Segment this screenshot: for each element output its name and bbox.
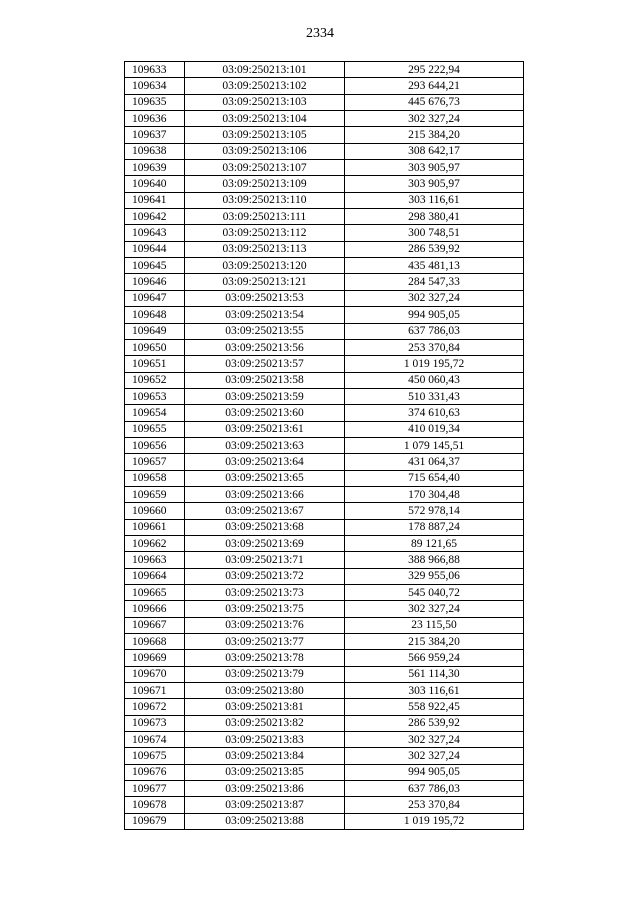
cadastral-number-cell: 03:09:250213:86 — [185, 781, 345, 797]
cadastral-value-cell: 994 905,05 — [345, 307, 524, 323]
row-number-cell: 109662 — [125, 535, 185, 551]
table-row — [125, 666, 524, 682]
table-row — [125, 617, 524, 633]
table-row — [125, 470, 524, 486]
cadastral-number-cell: 03:09:250213:66 — [185, 486, 345, 502]
table-row — [125, 388, 524, 404]
cadastral-number-cell: 03:09:250213:121 — [185, 274, 345, 290]
row-number-cell: 109651 — [125, 356, 185, 372]
table-row — [125, 111, 524, 127]
row-number-cell: 109657 — [125, 454, 185, 470]
table-row — [125, 568, 524, 584]
row-number-cell: 109678 — [125, 797, 185, 813]
table-row — [125, 225, 524, 241]
row-number-cell: 109652 — [125, 372, 185, 388]
table-row — [125, 421, 524, 437]
row-number-cell: 109654 — [125, 405, 185, 421]
table-row — [125, 797, 524, 813]
row-number-cell: 109640 — [125, 176, 185, 192]
cadastral-number-cell: 03:09:250213:120 — [185, 258, 345, 274]
cadastral-value-cell: 303 116,61 — [345, 683, 524, 699]
cadastral-number-cell: 03:09:250213:55 — [185, 323, 345, 339]
cadastral-number-cell: 03:09:250213:85 — [185, 764, 345, 780]
cadastral-value-cell: 374 610,63 — [345, 405, 524, 421]
cadastral-number-cell: 03:09:250213:112 — [185, 225, 345, 241]
table-row — [125, 405, 524, 421]
row-number-cell: 109643 — [125, 225, 185, 241]
row-number-cell: 109668 — [125, 634, 185, 650]
cadastral-value-cell: 253 370,84 — [345, 339, 524, 355]
cadastral-value-cell: 1 019 195,72 — [345, 356, 524, 372]
cadastral-number-cell: 03:09:250213:69 — [185, 535, 345, 551]
table-row — [125, 454, 524, 470]
cadastral-number-cell: 03:09:250213:87 — [185, 797, 345, 813]
cadastral-number-cell: 03:09:250213:102 — [185, 78, 345, 94]
table-row — [125, 634, 524, 650]
table-row — [125, 732, 524, 748]
cadastral-value-cell: 302 327,24 — [345, 748, 524, 764]
cadastral-value-cell: 572 978,14 — [345, 503, 524, 519]
table-row — [125, 372, 524, 388]
cadastral-number-cell: 03:09:250213:84 — [185, 748, 345, 764]
table-row — [125, 699, 524, 715]
table-row — [125, 585, 524, 601]
cadastral-number-cell: 03:09:250213:57 — [185, 356, 345, 372]
cadastral-number-cell: 03:09:250213:101 — [185, 62, 345, 78]
row-number-cell: 109638 — [125, 143, 185, 159]
cadastral-value-cell: 303 905,97 — [345, 176, 524, 192]
table-row — [125, 209, 524, 225]
row-number-cell: 109658 — [125, 470, 185, 486]
row-number-cell: 109649 — [125, 323, 185, 339]
row-number-cell: 109656 — [125, 437, 185, 453]
cadastral-value-cell: 450 060,43 — [345, 372, 524, 388]
cadastral-value-cell: 284 547,33 — [345, 274, 524, 290]
cadastral-value-cell: 431 064,37 — [345, 454, 524, 470]
cadastral-number-cell: 03:09:250213:73 — [185, 585, 345, 601]
row-number-cell: 109661 — [125, 519, 185, 535]
row-number-cell: 109670 — [125, 666, 185, 682]
cadastral-number-cell: 03:09:250213:64 — [185, 454, 345, 470]
row-number-cell: 109636 — [125, 111, 185, 127]
cadastral-number-cell: 03:09:250213:81 — [185, 699, 345, 715]
table-row — [125, 62, 524, 78]
table-row — [125, 356, 524, 372]
cadastral-number-cell: 03:09:250213:105 — [185, 127, 345, 143]
row-number-cell: 109676 — [125, 764, 185, 780]
cadastral-value-cell: 303 116,61 — [345, 192, 524, 208]
table-row — [125, 503, 524, 519]
cadastral-value-cell: 308 642,17 — [345, 143, 524, 159]
row-number-cell: 109667 — [125, 617, 185, 633]
cadastral-value-cell: 302 327,24 — [345, 111, 524, 127]
row-number-cell: 109672 — [125, 699, 185, 715]
row-number-cell: 109665 — [125, 585, 185, 601]
row-number-cell: 109655 — [125, 421, 185, 437]
cadastral-number-cell: 03:09:250213:59 — [185, 388, 345, 404]
table-row — [125, 290, 524, 306]
cadastral-number-cell: 03:09:250213:58 — [185, 372, 345, 388]
row-number-cell: 109647 — [125, 290, 185, 306]
cadastral-value-cell: 637 786,03 — [345, 323, 524, 339]
cadastral-value-cell: 302 327,24 — [345, 601, 524, 617]
cadastral-number-cell: 03:09:250213:54 — [185, 307, 345, 323]
cadastral-value-cell: 545 040,72 — [345, 585, 524, 601]
table-row — [125, 781, 524, 797]
table-row — [125, 78, 524, 94]
table-row — [125, 258, 524, 274]
cadastral-number-cell: 03:09:250213:75 — [185, 601, 345, 617]
cadastral-value-cell: 178 887,24 — [345, 519, 524, 535]
cadastral-number-cell: 03:09:250213:107 — [185, 160, 345, 176]
row-number-cell: 109641 — [125, 192, 185, 208]
row-number-cell: 109660 — [125, 503, 185, 519]
cadastral-value-cell: 558 922,45 — [345, 699, 524, 715]
table-row — [125, 160, 524, 176]
table-row — [125, 339, 524, 355]
cadastral-number-cell: 03:09:250213:109 — [185, 176, 345, 192]
row-number-cell: 109671 — [125, 683, 185, 699]
table-row — [125, 535, 524, 551]
page-number: 2334 — [306, 26, 334, 41]
cadastral-number-cell: 03:09:250213:67 — [185, 503, 345, 519]
row-number-cell: 109677 — [125, 781, 185, 797]
row-number-cell: 109663 — [125, 552, 185, 568]
table-row — [125, 601, 524, 617]
row-number-cell: 109653 — [125, 388, 185, 404]
table-row — [125, 176, 524, 192]
table-row — [125, 764, 524, 780]
cadastral-value-cell: 410 019,34 — [345, 421, 524, 437]
table-row — [125, 748, 524, 764]
cadastral-number-cell: 03:09:250213:76 — [185, 617, 345, 633]
cadastral-value-cell: 298 380,41 — [345, 209, 524, 225]
row-number-cell: 109635 — [125, 94, 185, 110]
row-number-cell: 109650 — [125, 339, 185, 355]
table-row — [125, 94, 524, 110]
row-number-cell: 109675 — [125, 748, 185, 764]
table-row — [125, 241, 524, 257]
row-number-cell: 109648 — [125, 307, 185, 323]
cadastral-value-cell: 561 114,30 — [345, 666, 524, 682]
row-number-cell: 109634 — [125, 78, 185, 94]
table-row — [125, 486, 524, 502]
cadastral-number-cell: 03:09:250213:80 — [185, 683, 345, 699]
cadastral-value-cell: 435 481,13 — [345, 258, 524, 274]
row-number-cell: 109666 — [125, 601, 185, 617]
table-row — [125, 274, 524, 290]
cadastral-value-cell: 510 331,43 — [345, 388, 524, 404]
cadastral-number-cell: 03:09:250213:61 — [185, 421, 345, 437]
table-row — [125, 715, 524, 731]
row-number-cell: 109637 — [125, 127, 185, 143]
cadastral-value-cell: 293 644,21 — [345, 78, 524, 94]
cadastral-value-cell: 286 539,92 — [345, 241, 524, 257]
cadastral-value-cell: 215 384,20 — [345, 634, 524, 650]
cadastral-value-cell: 637 786,03 — [345, 781, 524, 797]
cadastral-value-cell: 295 222,94 — [345, 62, 524, 78]
cadastral-value-cell: 170 304,48 — [345, 486, 524, 502]
cadastral-value-cell: 302 327,24 — [345, 290, 524, 306]
table-row — [125, 519, 524, 535]
row-number-cell: 109642 — [125, 209, 185, 225]
cadastral-value-cell: 388 966,88 — [345, 552, 524, 568]
table-row — [125, 437, 524, 453]
cadastral-value-cell: 1 019 195,72 — [345, 813, 524, 829]
cadastral-value-cell: 215 384,20 — [345, 127, 524, 143]
row-number-cell: 109669 — [125, 650, 185, 666]
table-row — [125, 323, 524, 339]
cadastral-number-cell: 03:09:250213:60 — [185, 405, 345, 421]
row-number-cell: 109633 — [125, 62, 185, 78]
row-number-cell: 109639 — [125, 160, 185, 176]
cadastral-value-cell: 715 654,40 — [345, 470, 524, 486]
table-row — [125, 683, 524, 699]
cadastral-value-cell: 253 370,84 — [345, 797, 524, 813]
cadastral-number-cell: 03:09:250213:56 — [185, 339, 345, 355]
cadastral-value-cell: 303 905,97 — [345, 160, 524, 176]
cadastral-number-cell: 03:09:250213:53 — [185, 290, 345, 306]
cadastral-number-cell: 03:09:250213:78 — [185, 650, 345, 666]
cadastral-number-cell: 03:09:250213:65 — [185, 470, 345, 486]
table-row — [125, 192, 524, 208]
row-number-cell: 109659 — [125, 486, 185, 502]
table-row — [125, 143, 524, 159]
cadastral-value-cell: 566 959,24 — [345, 650, 524, 666]
cadastral-value-table — [124, 61, 524, 830]
cadastral-value-cell: 89 121,65 — [345, 535, 524, 551]
cadastral-number-cell: 03:09:250213:110 — [185, 192, 345, 208]
cadastral-value-cell: 286 539,92 — [345, 715, 524, 731]
cadastral-number-cell: 03:09:250213:63 — [185, 437, 345, 453]
cadastral-value-cell: 994 905,05 — [345, 764, 524, 780]
row-number-cell: 109679 — [125, 813, 185, 829]
cadastral-value-cell: 1 079 145,51 — [345, 437, 524, 453]
cadastral-number-cell: 03:09:250213:83 — [185, 732, 345, 748]
cadastral-value-cell: 23 115,50 — [345, 617, 524, 633]
cadastral-number-cell: 03:09:250213:104 — [185, 111, 345, 127]
cadastral-number-cell: 03:09:250213:72 — [185, 568, 345, 584]
table-row — [125, 650, 524, 666]
table-row — [125, 307, 524, 323]
cadastral-number-cell: 03:09:250213:77 — [185, 634, 345, 650]
table-body — [125, 62, 524, 830]
cadastral-number-cell: 03:09:250213:113 — [185, 241, 345, 257]
cadastral-number-cell: 03:09:250213:103 — [185, 94, 345, 110]
row-number-cell: 109645 — [125, 258, 185, 274]
table-row — [125, 552, 524, 568]
cadastral-value-cell: 329 955,06 — [345, 568, 524, 584]
row-number-cell: 109644 — [125, 241, 185, 257]
cadastral-value-cell: 445 676,73 — [345, 94, 524, 110]
table-row — [125, 127, 524, 143]
cadastral-number-cell: 03:09:250213:71 — [185, 552, 345, 568]
cadastral-value-cell: 302 327,24 — [345, 732, 524, 748]
cadastral-number-cell: 03:09:250213:68 — [185, 519, 345, 535]
cadastral-number-cell: 03:09:250213:111 — [185, 209, 345, 225]
cadastral-number-cell: 03:09:250213:88 — [185, 813, 345, 829]
row-number-cell: 109673 — [125, 715, 185, 731]
row-number-cell: 109674 — [125, 732, 185, 748]
cadastral-value-cell: 300 748,51 — [345, 225, 524, 241]
cadastral-number-cell: 03:09:250213:106 — [185, 143, 345, 159]
cadastral-number-cell: 03:09:250213:79 — [185, 666, 345, 682]
row-number-cell: 109646 — [125, 274, 185, 290]
table-row — [125, 813, 524, 829]
cadastral-number-cell: 03:09:250213:82 — [185, 715, 345, 731]
row-number-cell: 109664 — [125, 568, 185, 584]
